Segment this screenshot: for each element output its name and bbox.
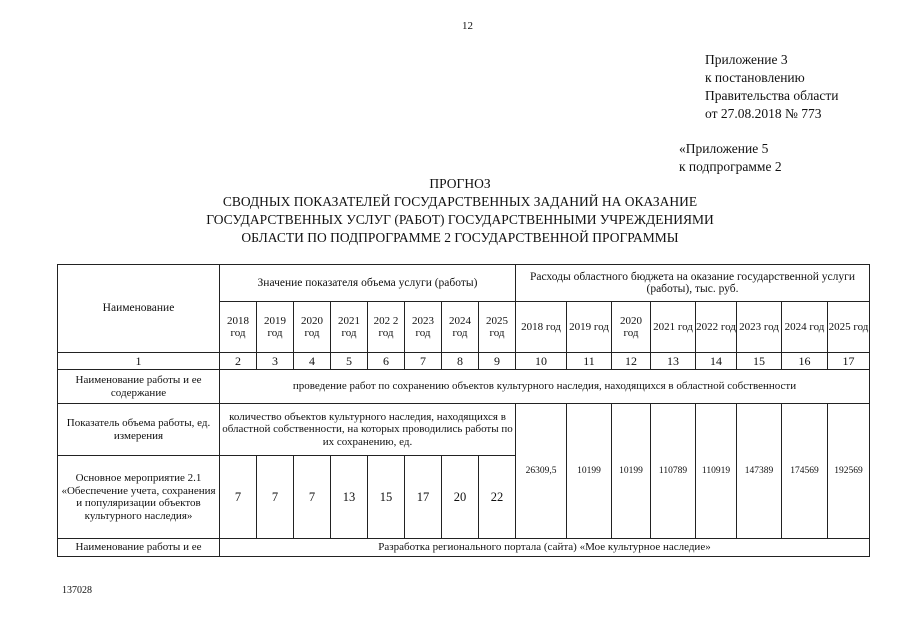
appendix-line: от 27.08.2018 № 773 (705, 106, 822, 121)
value-year: 202 2 год (368, 302, 405, 353)
expense-year: 2020 год (612, 302, 651, 353)
expense-cell: 10199 (567, 404, 612, 539)
col-number: 8 (442, 353, 479, 370)
value-year: 2021 год (331, 302, 368, 353)
footer-code: 137028 (62, 585, 92, 596)
col-number: 5 (331, 353, 368, 370)
event-value: 13 (331, 456, 368, 539)
page-number: 12 (462, 20, 473, 32)
col-number: 7 (405, 353, 442, 370)
event-value: 7 (257, 456, 294, 539)
event-value: 20 (442, 456, 479, 539)
value-year: 2018 год (220, 302, 257, 353)
appendix-line: Приложение 3 (705, 52, 788, 67)
expense-year: 2023 год (737, 302, 782, 353)
col-number: 11 (567, 353, 612, 370)
value-year: 2025 год (479, 302, 516, 353)
appendix-line: Правительства области (705, 88, 839, 103)
col-number: 10 (516, 353, 567, 370)
forecast-table (57, 264, 870, 557)
col-number: 17 (828, 353, 870, 370)
appendix-sub-line: «Приложение 5 (679, 141, 769, 156)
appendix-sub (679, 140, 782, 176)
work-label: Наименование работы и ее содержание (58, 370, 220, 404)
expense-year: 2022 год (696, 302, 737, 353)
expense-cell: 110919 (696, 404, 737, 539)
col-number: 3 (257, 353, 294, 370)
event-value: 17 (405, 456, 442, 539)
col-number: 12 (612, 353, 651, 370)
title-line: ПРОГНОЗ (429, 176, 491, 191)
expense-year: 2018 год (516, 302, 567, 353)
appendix-line: к постановлению (705, 70, 805, 85)
header-name: Наименование (58, 265, 220, 353)
appendix-sub-line: к подпрограмме 2 (679, 159, 782, 174)
expense-year: 2021 год (651, 302, 696, 353)
col-number: 4 (294, 353, 331, 370)
indicator-text: количество объектов культурного наследия, находящихся в областной собственности, на которых проводились работы по их сохранению, ед. (220, 404, 516, 456)
indicator-label: Показатель объема работы, ед. измерения (58, 404, 220, 456)
work2-text: Разработка регионального портала (сайта) «Мое культурное наследие» (220, 539, 870, 557)
col-number: 6 (368, 353, 405, 370)
expense-cell: 192569 (828, 404, 870, 539)
header-expenses-group: Расходы областного бюджета на оказание государственной услуги (работы), тыс. руб. (516, 265, 870, 302)
title-line: ОБЛАСТИ ПО ПОДПРОГРАММЕ 2 ГОСУДАРСТВЕННОЙ ПРОГРАММЫ (241, 230, 679, 245)
col-number: 14 (696, 353, 737, 370)
event-value: 7 (220, 456, 257, 539)
appendix-header (705, 51, 838, 123)
header-values-group: Значение показателя объема услуги (работы) (220, 265, 516, 302)
value-year: 2019 год (257, 302, 294, 353)
work2-label: Наименование работы и ее (58, 539, 220, 557)
document-title (150, 175, 770, 247)
value-year: 2023 год (405, 302, 442, 353)
expense-cell: 174569 (782, 404, 828, 539)
expense-year: 2019 год (567, 302, 612, 353)
expense-cell: 110789 (651, 404, 696, 539)
event-value: 7 (294, 456, 331, 539)
work-text: проведение работ по сохранению объектов культурного наследия, находящихся в областной собственности (220, 370, 870, 404)
col-number: 15 (737, 353, 782, 370)
event-label: Основное мероприятие 2.1 «Обеспечение учета, сохранения и популяризации объектов культурного наследия» (58, 456, 220, 539)
expense-year: 2024 год (782, 302, 828, 353)
title-line: СВОДНЫХ ПОКАЗАТЕЛЕЙ ГОСУДАРСТВЕННЫХ ЗАДАНИЙ НА ОКАЗАНИЕ (222, 194, 698, 209)
event-value: 22 (479, 456, 516, 539)
expense-cell: 10199 (612, 404, 651, 539)
col-number: 2 (220, 353, 257, 370)
value-year: 2024 год (442, 302, 479, 353)
value-year: 2020 год (294, 302, 331, 353)
expense-cell: 26309,5 (516, 404, 567, 539)
event-value: 15 (368, 456, 405, 539)
col-number: 13 (651, 353, 696, 370)
col-number: 1 (58, 353, 220, 370)
title-line: ГОСУДАРСТВЕННЫХ УСЛУГ (РАБОТ) ГОСУДАРСТВЕННЫМИ УЧРЕЖДЕНИЯМИ (206, 212, 714, 227)
col-number: 16 (782, 353, 828, 370)
expense-cell: 147389 (737, 404, 782, 539)
col-number: 9 (479, 353, 516, 370)
expense-year: 2025 год (828, 302, 870, 353)
